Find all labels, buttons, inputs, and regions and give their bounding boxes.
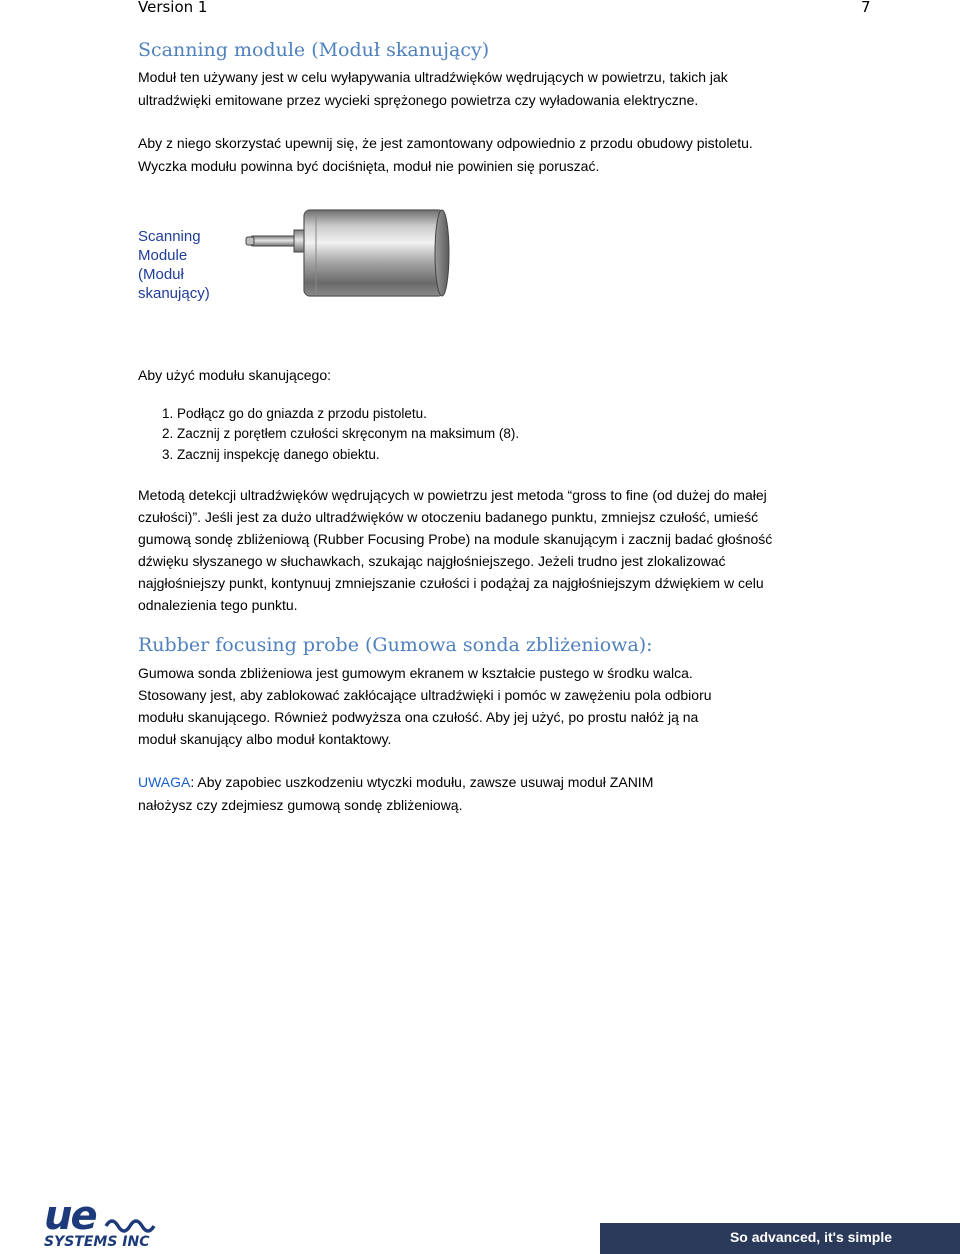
method-line-1: Metodą detekcji ultradźwięków wędrujących w powietrzu jest metoda “gross to fine (od dużej do małej (138, 487, 767, 503)
use-intro: Aby użyć modułu skanującego: (138, 367, 331, 383)
rubber-line-1: Gumowa sonda zbliżeniowa jest gumowym ekranem w kształcie pustego w środku walca. (138, 665, 693, 681)
logo-subtitle: SYSTEMS INC (44, 1234, 150, 1250)
method-line-5: najgłośniejszy punkt, kontynuuj zmniejszanie czułości i podążaj za najgłośniejszym dźwiękiem w celu (138, 575, 764, 591)
caption-line-4: skanujący) (138, 285, 210, 302)
caption-line-1: Scanning (138, 228, 201, 245)
note-line-1 (138, 773, 653, 791)
note-text: : Aby zapobiec uszkodzeniu wtyczki modułu, zawsze usuwaj moduł ZANIM (190, 774, 654, 790)
note-line-2: nałożysz czy zdejmiesz gumową sondę zbliżeniową. (138, 797, 463, 813)
step-3: 3. Zacznij inspekcję danego obiektu. (162, 447, 380, 462)
intro-line-1: Moduł ten używany jest w celu wyłapywania ultradźwięków wędrujących w powietrzu, takich jak (138, 69, 728, 85)
note-label: UWAGA (138, 774, 191, 790)
scanning-heading: Scanning module (Moduł skanujący) (138, 39, 490, 61)
method-line-2: czułości)”. Jeśli jest za dużo ultradźwięków w otoczeniu badanego punktu, zmniejsz czułość, umieść (138, 509, 759, 525)
logo-mark-text: ue (44, 1196, 96, 1239)
scanning-module-image (238, 196, 460, 318)
method-line-4: dźwięku słyszanego w słuchawkach, szukając najgłośniejszego. Jeżeli trudno jest zlokalizować (138, 553, 726, 569)
image-caption (138, 227, 210, 303)
page-number: 7 (861, 0, 871, 16)
rubber-line-3: modułu skanującego. Również podwyższa ona czułość. Aby jej użyć, po prostu nałóż ją na (138, 709, 699, 725)
caption-line-2: Module (138, 247, 188, 264)
version-label: Version 1 (138, 0, 208, 16)
method-line-3: gumową sondę zbliżeniową (Rubber Focusing Probe) na module skanującym i zacznij badać głośność (138, 531, 773, 547)
rubber-line-4: moduł skanujący albo moduł kontaktowy. (138, 731, 392, 747)
step-2: 2. Zacznij z porętłem czułości skręconym na maksimum (8). (162, 426, 520, 441)
rubber-heading: Rubber focusing probe (Gumowa sonda zbliżeniowa): (138, 634, 653, 656)
step-1: 1. Podłącz go do gniazda z przodu pistoletu. (162, 406, 427, 421)
footer-tagline: So advanced, it's simple (729, 1229, 892, 1245)
caption-line-3: (Moduł (138, 266, 184, 283)
mount-line-1: Aby z niego skorzystać upewnij się, że jest zamontowany odpowiednio z przodu obudowy pistoletu. (138, 135, 753, 151)
method-line-6: odnalezienia tego punktu. (138, 597, 298, 613)
ue-systems-logo (40, 1196, 170, 1252)
rubber-line-2: Stosowany jest, aby zablokować zakłócające ultradźwięki i pomóc w zawężeniu pola odbioru (138, 687, 712, 703)
mount-line-2: Wyczka modułu powinna być dociśnięta, moduł nie powinien się poruszać. (138, 158, 600, 174)
intro-line-2: ultradźwięki emitowane przez wycieki sprężonego powietrza czy wyładowania elektryczne. (138, 92, 699, 108)
